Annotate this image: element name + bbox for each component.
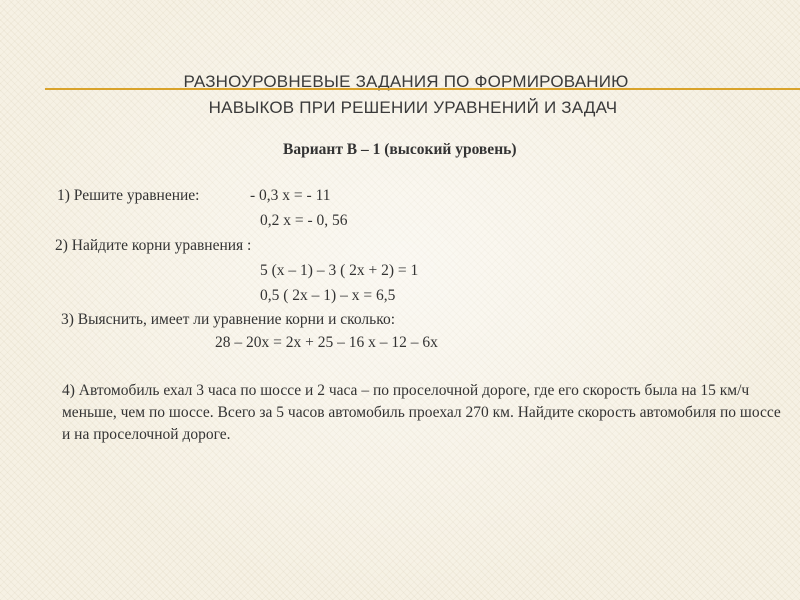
slide-title-line-1: РАЗНОУРОВНЕВЫЕ ЗАДАНИЯ ПО ФОРМИРОВАНИЮ xyxy=(183,72,629,91)
slide-title-line-2: НАВЫКОВ ПРИ РЕШЕНИИ УРАВНЕНИЙ И ЗАДАЧ xyxy=(208,98,618,117)
task2-equation-2: 0,5 ( 2х – 1) – х = 6,5 xyxy=(260,287,396,304)
task1-equation-2: 0,2 х = - 0, 56 xyxy=(260,212,348,229)
task3-equation: 28 – 20х = 2х + 25 – 16 х – 12 – 6х xyxy=(215,334,438,351)
task1-equation-1: - 0,3 х = - 11 xyxy=(250,187,331,204)
task2-equation-1: 5 (х – 1) – 3 ( 2х + 2) = 1 xyxy=(260,262,419,279)
task2-label: 2) Найдите корни уравнения : xyxy=(55,237,252,254)
task1-label: 1) Решите уравнение: xyxy=(57,187,200,204)
task3-label: 3) Выяснить, имеет ли уравнение корни и сколько: xyxy=(61,311,396,328)
task4-text: 4) Автомобиль ехал 3 часа по шоссе и 2 часа – по проселочной дороге, где его скорость была на 15 км/ч меньше, чем по шоссе. Всего за 5 часов автомобиль проехал 270 км. Найдите скорость автомобиля по шоссе и на проселочной дороге. xyxy=(62,382,781,443)
title-underline xyxy=(45,88,800,90)
variant-heading: Вариант В – 1 (высокий уровень) xyxy=(283,141,517,158)
